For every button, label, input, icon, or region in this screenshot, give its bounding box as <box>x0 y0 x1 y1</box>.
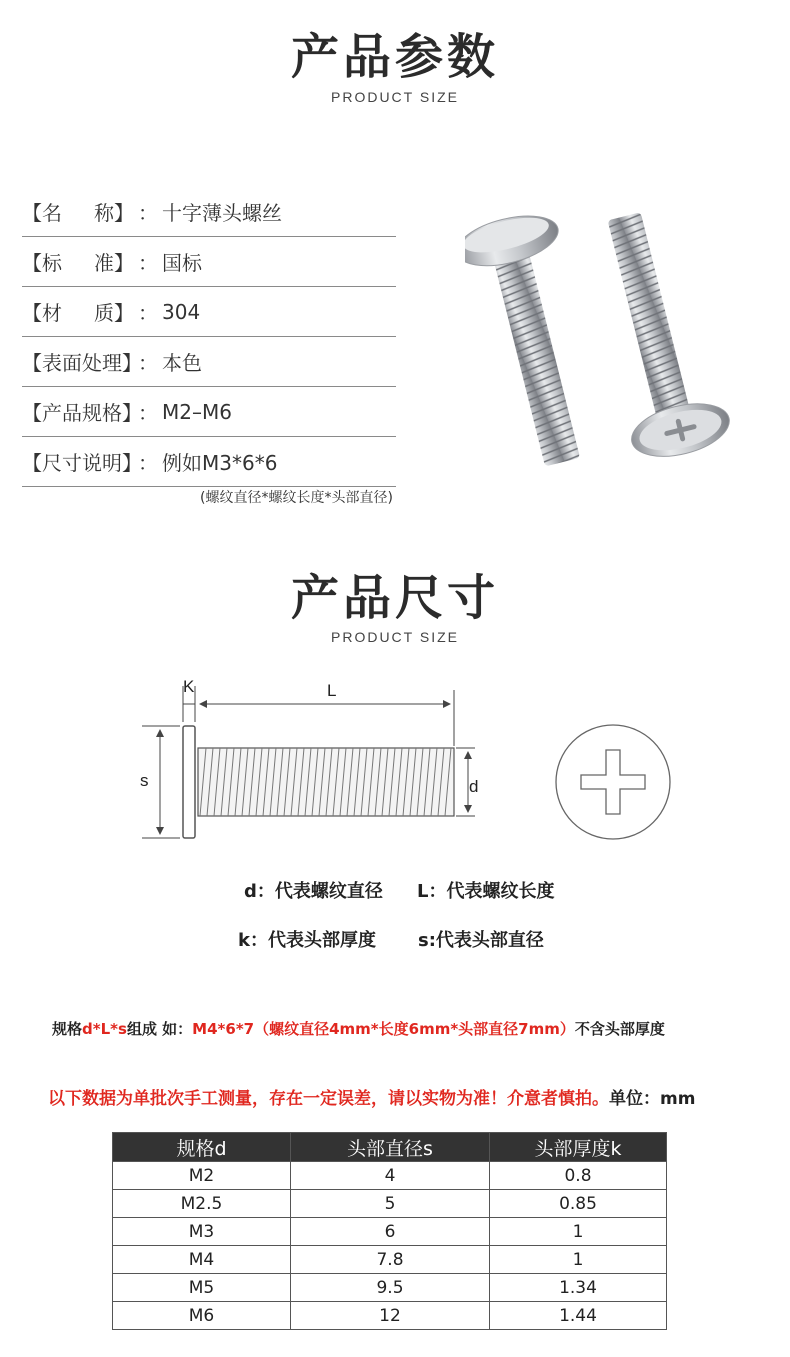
spec-list <box>22 187 396 487</box>
unit-label: 单位：mm <box>609 1089 696 1109</box>
spec-note: (螺纹直径*螺纹长度*头部直径) <box>200 490 393 506</box>
spec-value-size: 例如M3*6*6 <box>162 451 278 475</box>
spec-value-spec: M2–M6 <box>162 399 232 424</box>
composition-note: 规格d*L*s组成 如：M4*6*7（螺纹直径4mm*长度6mm*头部直径7mm）不含头部厚度 <box>52 1020 665 1038</box>
section-subtitle-size: PRODUCT SIZE <box>331 629 459 645</box>
legend-s: s:代表头部直径 <box>418 930 544 951</box>
spec-row-size: 【尺寸说明】 ： 例如M3*6*6 <box>22 437 396 487</box>
table-row: M4 7.8 1 <box>113 1246 667 1274</box>
table-row: M3 6 1 <box>113 1218 667 1246</box>
table-header-spec: 规格d <box>113 1133 291 1162</box>
spec-value-material: 304 <box>162 299 201 324</box>
table-header-head-diameter: 头部直径s <box>291 1133 490 1162</box>
table-row: M5 9.5 1.34 <box>113 1274 667 1302</box>
legend-k: k：代表头部厚度 <box>238 930 376 951</box>
spec-value-finish: 本色 <box>162 351 202 375</box>
diagram-label-d: d <box>469 777 479 796</box>
spec-row-material: 【材 质】 ： 304 <box>22 287 396 337</box>
measurement-note <box>48 1084 695 1109</box>
spec-row-name: 【名 称】 ： 十字薄头螺丝 <box>22 187 396 237</box>
screw-left <box>465 207 613 475</box>
spec-row-standard: 【标 准】 ： 国标 <box>22 237 396 287</box>
spec-row-finish: 【表面处理】 ： 本色 <box>22 337 396 387</box>
table-row: M6 12 1.44 <box>113 1302 667 1330</box>
screw-right <box>578 204 734 466</box>
table-row: M2.5 5 0.85 <box>113 1190 667 1218</box>
diagram-label-s: s <box>140 771 149 790</box>
screw-head-top-view <box>553 722 673 842</box>
section-subtitle-params: PRODUCT SIZE <box>331 89 459 105</box>
table-row: M2 4 0.8 <box>113 1162 667 1190</box>
table-header-head-thickness: 头部厚度k <box>490 1133 667 1162</box>
spec-value-standard: 国标 <box>162 251 202 275</box>
size-table <box>112 1132 667 1330</box>
screw-dimension-diagram <box>130 668 500 848</box>
diagram-label-l: L <box>327 681 337 700</box>
measurement-warning: 以下数据为单批次手工测量，存在一定误差，请以实物为准！介意者慎拍。 <box>48 1089 609 1109</box>
spec-row-spec: 【产品规格】 ： M2–M6 <box>22 387 396 437</box>
section-title-size: 产品尺寸 <box>290 570 499 626</box>
diagram-label-k: K <box>183 677 195 696</box>
section-title-params: 产品参数 <box>290 29 499 85</box>
legend-l: L：代表螺纹长度 <box>417 881 555 902</box>
legend-d: d：代表螺纹直径 <box>244 881 383 902</box>
spec-value-name: 十字薄头螺丝 <box>162 201 282 225</box>
screw-photo <box>465 195 765 485</box>
table-header-row <box>113 1133 667 1162</box>
